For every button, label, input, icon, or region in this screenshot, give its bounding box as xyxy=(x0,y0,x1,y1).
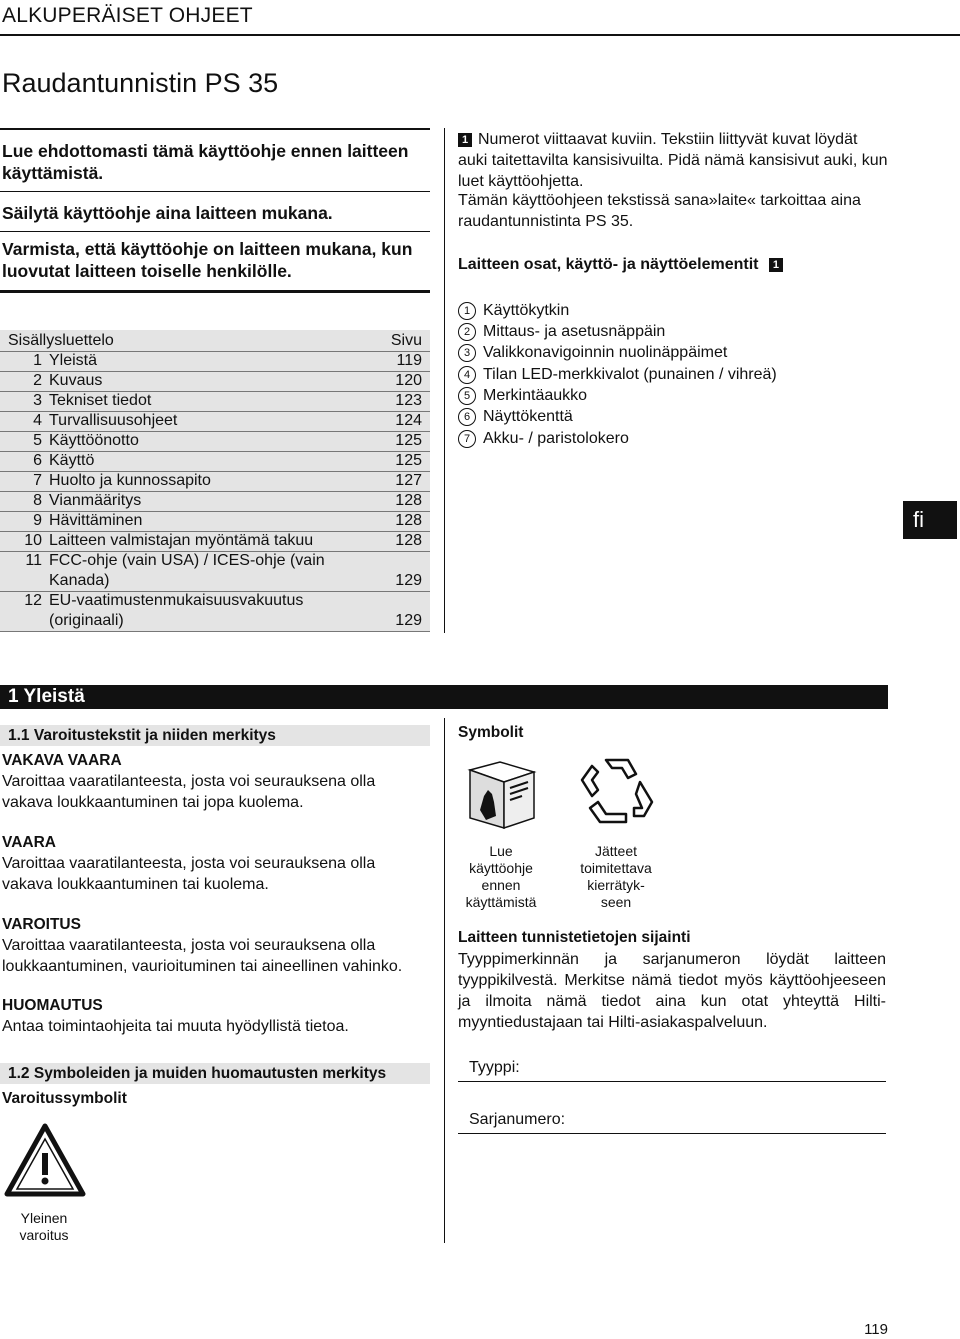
warning-triangle-icon xyxy=(4,1123,86,1197)
warning-block xyxy=(2,752,430,813)
recycle-caption: Jätteet toimitettava kierrätyk- seen xyxy=(580,843,652,910)
serial-label: Sarjanumero: xyxy=(469,1111,566,1128)
page-number: 119 xyxy=(864,1321,888,1338)
serial-field-line[interactable] xyxy=(458,1133,886,1134)
toc-item[interactable]: 1 Yleistä 119 xyxy=(33,352,422,369)
toc-item[interactable]: 8 Vianmääritys 128 xyxy=(33,492,422,509)
type-label: Tyyppi: xyxy=(469,1059,520,1076)
warning-title: HUOMAUTUS xyxy=(2,997,103,1014)
lead-rule-2 xyxy=(0,231,430,232)
lead-paragraph-3: Varmista, että käyttöohje on laitteen mukana, kun luovutat laitteen toiselle henkilölle. xyxy=(2,239,413,281)
language-tab[interactable]: fi xyxy=(903,501,957,539)
warning-text: Varoittaa vaaratilanteesta, josta voi seurauksena olla vakava loukkaantuminen tai jopa kuolema. xyxy=(2,773,376,811)
general-warning-caption: Yleinen varoitus xyxy=(19,1210,69,1243)
document-header: ALKUPERÄISET OHJEET xyxy=(2,4,253,27)
warning-block xyxy=(2,997,430,1037)
lead-top-rule xyxy=(0,128,430,130)
toc-item[interactable]: 11 FCC-ohje (vain USA) / ICES-ohje (vain Kanada) 129 xyxy=(25,552,422,589)
toc-item[interactable]: 12 EU-vaatimustenmukaisuusvakuutus (originaali) 129 xyxy=(24,592,422,629)
lead-paragraph-2: Säilytä käyttöohje aina laitteen mukana. xyxy=(2,203,333,223)
warning-text: Varoittaa vaaratilanteesta, josta voi seurauksena olla loukkaantuminen, vaurioituminen tai aineellinen vahinko. xyxy=(2,937,403,975)
list-item: 5 Merkintäaukko xyxy=(458,385,587,406)
toc-item[interactable]: 2 Kuvaus 120 xyxy=(33,372,422,389)
recycle-icon xyxy=(578,752,656,828)
id-location-text: Tyyppimerkinnän ja sarjanumeron löydät laitteen tyyppikilvestä. Merkitse nämä tiedot myös käyttöohjeeseen ja ilmoita nämä tiedot aina kun otat yhteyttä Hilti-myyntiedustajaan tai Hilti-asiakaspalveluun. xyxy=(458,951,886,1031)
subsection-heading: 1.1 Varoitustekstit ja niiden merkitys xyxy=(0,725,430,746)
warning-title: VAKAVA VAARA xyxy=(2,752,122,769)
warning-block xyxy=(2,916,430,977)
warning-symbols-heading: Varoitussymbolit xyxy=(2,1090,127,1107)
toc-heading: Sisällysluettelo xyxy=(8,332,114,349)
figure-badge: 1 xyxy=(458,133,472,147)
list-item: 6 Näyttökenttä xyxy=(458,406,573,427)
list-item: 3 Valikkonavigoinnin nuolinäppäimet xyxy=(458,342,727,363)
toc-item[interactable]: 3 Tekniset tiedot 123 xyxy=(33,392,422,409)
list-item: 2 Mittaus- ja asetusnäppäin xyxy=(458,321,665,342)
header-rule xyxy=(0,34,960,36)
read-manual-caption: Lue käyttöohje ennen käyttämistä xyxy=(465,843,537,910)
list-item: 7 Akku- / paristolokero xyxy=(458,428,629,449)
list-item: 1 Käyttökytkin xyxy=(458,300,569,321)
symbols-heading: Symbolit xyxy=(458,724,524,741)
parts-heading: Laitteen osat, käyttö- ja näyttöelementit 1 xyxy=(458,256,789,274)
toc-item[interactable]: 4 Turvallisuusohjeet 124 xyxy=(33,412,422,429)
lead-rule-1 xyxy=(0,191,430,192)
column-divider xyxy=(444,718,445,1243)
page-title: Raudantunnistin PS 35 xyxy=(2,68,279,98)
intro-device-note: Tämän käyttöohjeen tekstissä sana»laite« tarkoittaa aina raudantunnistinta PS 35. xyxy=(458,192,861,230)
toc-page-heading: Sivu xyxy=(390,332,422,349)
warning-text: Antaa toimintaohjeita tai muuta hyödyllistä tietoa. xyxy=(2,1018,349,1035)
toc-item[interactable]: 9 Hävittäminen 128 xyxy=(33,512,422,529)
column-divider xyxy=(444,128,445,633)
warning-block xyxy=(2,834,430,895)
toc-item[interactable]: 7 Huolto ja kunnossapito 127 xyxy=(33,472,422,489)
warning-title: VAARA xyxy=(2,834,56,851)
warning-title: VAROITUS xyxy=(2,916,81,933)
lead-bottom-rule xyxy=(0,290,430,293)
id-location-heading: Laitteen tunnistetietojen sijainti xyxy=(458,929,691,946)
type-field-line[interactable] xyxy=(458,1081,886,1082)
toc-item[interactable]: 5 Käyttöönotto 125 xyxy=(33,432,422,449)
toc-item[interactable]: 10 Laitteen valmistajan myöntämä takuu 128 xyxy=(24,532,422,549)
list-item: 4 Tilan LED-merkkivalot (punainen / vihreä) xyxy=(458,364,777,385)
intro-figures-note: 1 Numerot viittaavat kuviin. Tekstiin liittyvät kuvat löydät auki taitettavilta kansisivuilta. Pidä nämä kansisivut auki, kun luet käyttöohjetta. xyxy=(458,131,888,190)
lead-paragraph-1: Lue ehdottomasti tämä käyttöohje ennen laitteen käyttämistä. xyxy=(2,141,409,183)
read-manual-icon xyxy=(466,760,538,832)
table-of-contents xyxy=(0,330,430,632)
warning-text: Varoittaa vaaratilanteesta, josta voi seurauksena olla vakava loukkaantuminen tai kuolema. xyxy=(2,855,376,893)
section-heading: 1 Yleistä xyxy=(0,685,888,709)
toc-item[interactable]: 6 Käyttö 125 xyxy=(33,452,422,469)
figure-badge: 1 xyxy=(769,258,783,272)
toc-divider xyxy=(0,631,430,632)
subsection-heading: 1.2 Symboleiden ja muiden huomautusten merkitys xyxy=(0,1063,430,1084)
